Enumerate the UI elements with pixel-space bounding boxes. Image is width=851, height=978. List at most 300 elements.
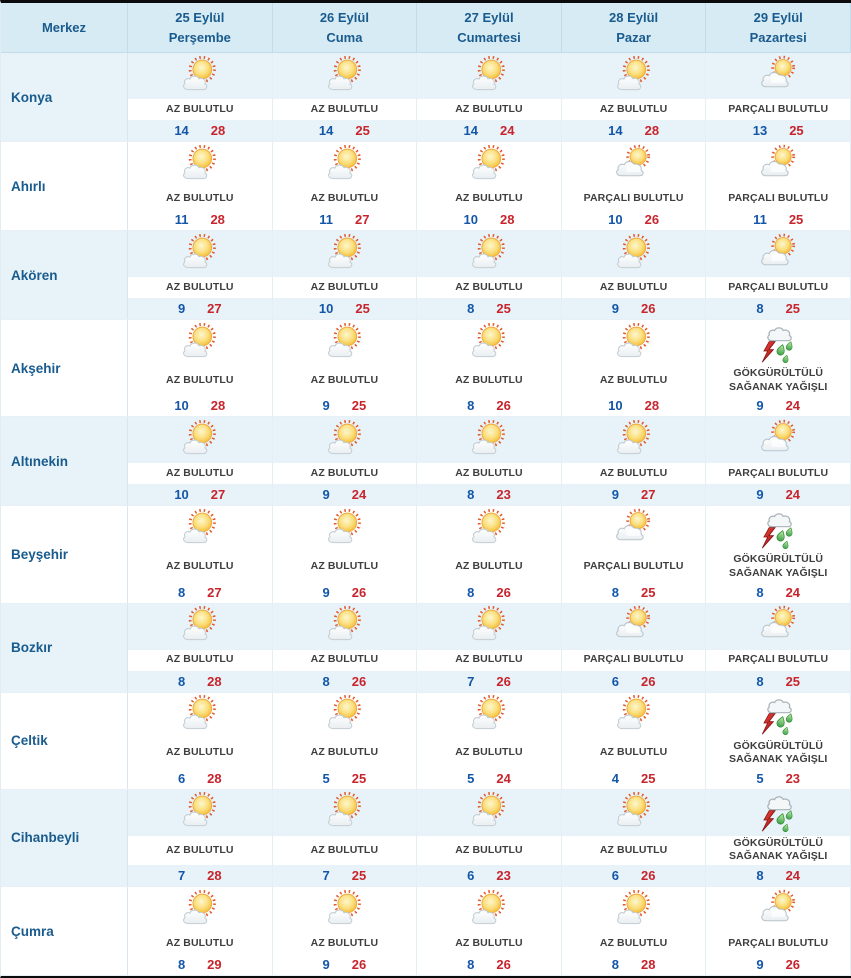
min-temperature: 10 bbox=[463, 212, 478, 227]
header-date: 28 Eylül bbox=[609, 10, 659, 25]
sun-with-small-cloud-icon bbox=[467, 508, 510, 551]
weather-cell-icon bbox=[128, 604, 273, 650]
weather-row bbox=[1, 53, 851, 142]
temperature-cell bbox=[706, 484, 851, 505]
weather-condition-label: AZ BULUTLU bbox=[128, 99, 273, 120]
min-temperature: 8 bbox=[467, 487, 475, 503]
header-weekday: Perşembe bbox=[168, 29, 231, 45]
weather-condition-label: AZ BULUTLU bbox=[273, 366, 418, 395]
weather-cell-icon bbox=[128, 142, 273, 188]
min-temperature: 5 bbox=[467, 770, 475, 786]
sun-with-small-cloud-icon bbox=[323, 233, 366, 276]
weather-cell-icon bbox=[128, 506, 273, 552]
header-weekday: Pazar bbox=[616, 29, 651, 45]
weather-row bbox=[1, 887, 851, 976]
temperature-cell bbox=[273, 954, 418, 975]
weather-condition-label: AZ BULUTLU bbox=[562, 366, 707, 395]
weather-cell-icon bbox=[706, 142, 851, 188]
weather-condition-label: AZ BULUTLU bbox=[128, 933, 273, 954]
min-temperature: 6 bbox=[611, 673, 619, 689]
weather-condition-label: PARÇALI BULUTLU bbox=[706, 99, 851, 120]
header-weekday: Cumartesi bbox=[457, 29, 521, 45]
weather-cell-icon bbox=[562, 53, 707, 99]
min-temperature: 14 bbox=[463, 123, 478, 138]
weather-condition-label: GÖKGÜRÜLTÜLÜ SAĞANAK YAĞIŞLI bbox=[706, 552, 851, 581]
temperature-cell bbox=[562, 484, 707, 505]
weather-condition-label: AZ BULUTLU bbox=[417, 463, 562, 484]
weather-condition-label: AZ BULUTLU bbox=[417, 739, 562, 768]
weather-row bbox=[1, 693, 851, 790]
weather-cell-icon bbox=[273, 53, 418, 99]
temperature-cell bbox=[273, 865, 418, 886]
weather-cell-icon bbox=[273, 417, 418, 463]
column-header-day bbox=[706, 3, 851, 53]
weather-cell-icon bbox=[562, 887, 707, 933]
max-temperature: 25 bbox=[640, 584, 656, 600]
max-temperature: 26 bbox=[640, 673, 656, 689]
sun-with-small-cloud-icon bbox=[612, 791, 655, 834]
thunderstorm-showers-icon bbox=[757, 694, 800, 737]
weather-cell-icon bbox=[706, 417, 851, 463]
temperature-cell bbox=[417, 582, 562, 603]
temperature-cell bbox=[417, 954, 562, 975]
sun-behind-cloud-icon bbox=[757, 419, 800, 462]
max-temperature: 29 bbox=[207, 957, 222, 973]
sun-with-small-cloud-icon bbox=[178, 55, 221, 98]
min-temperature: 8 bbox=[177, 673, 186, 689]
max-temperature: 28 bbox=[644, 398, 660, 414]
city-name: Beyşehir bbox=[1, 506, 128, 602]
weather-cell-icon bbox=[706, 320, 851, 366]
temperature-cell bbox=[562, 865, 707, 886]
weather-cell-icon bbox=[562, 506, 707, 552]
temperature-cell bbox=[562, 209, 707, 230]
min-temperature: 6 bbox=[177, 770, 186, 786]
city-name: Çeltik bbox=[1, 693, 128, 789]
temperature-cell bbox=[417, 671, 562, 692]
thunderstorm-showers-icon bbox=[757, 791, 800, 834]
weather-cell-icon bbox=[417, 231, 562, 277]
weather-cell-icon bbox=[562, 417, 707, 463]
weather-condition-label: AZ BULUTLU bbox=[562, 277, 707, 298]
sun-behind-cloud-icon bbox=[757, 233, 800, 276]
sun-with-small-cloud-icon bbox=[612, 694, 655, 737]
max-temperature: 24 bbox=[785, 868, 801, 884]
max-temperature: 24 bbox=[785, 487, 801, 503]
sun-with-small-cloud-icon bbox=[178, 322, 221, 365]
weather-condition-label: AZ BULUTLU bbox=[417, 836, 562, 865]
max-temperature: 24 bbox=[499, 123, 515, 138]
weather-condition-label: PARÇALI BULUTLU bbox=[562, 188, 707, 209]
sun-with-small-cloud-icon bbox=[178, 605, 221, 648]
sun-behind-cloud-icon bbox=[757, 889, 800, 932]
temperature-cell bbox=[273, 120, 418, 141]
temperature-cell bbox=[562, 954, 707, 975]
city-name: Ahırlı bbox=[1, 142, 128, 230]
weather-condition-label: GÖKGÜRÜLTÜLÜ SAĞANAK YAĞIŞLI bbox=[706, 836, 851, 865]
min-temperature: 11 bbox=[753, 212, 767, 227]
weather-condition-label: AZ BULUTLU bbox=[562, 99, 707, 120]
min-temperature: 9 bbox=[322, 584, 330, 600]
column-header-day bbox=[562, 3, 707, 53]
weather-cell-icon bbox=[417, 142, 562, 188]
max-temperature: 25 bbox=[351, 398, 367, 414]
weather-cell-icon bbox=[128, 53, 273, 99]
min-temperature: 8 bbox=[756, 584, 764, 600]
max-temperature: 26 bbox=[351, 957, 367, 973]
min-temperature: 10 bbox=[174, 398, 189, 414]
sun-with-small-cloud-icon bbox=[178, 508, 221, 551]
temperature-cell bbox=[706, 120, 851, 141]
sun-with-small-cloud-icon bbox=[178, 889, 221, 932]
temperature-cell bbox=[128, 582, 273, 603]
temperature-cell bbox=[706, 582, 851, 603]
min-temperature: 8 bbox=[467, 301, 475, 316]
weather-condition-label: GÖKGÜRÜLTÜLÜ SAĞANAK YAĞIŞLI bbox=[706, 366, 851, 395]
temperature-cell bbox=[128, 395, 273, 416]
sun-with-small-cloud-icon bbox=[612, 419, 655, 462]
weather-condition-label: AZ BULUTLU bbox=[273, 188, 418, 209]
min-temperature: 8 bbox=[467, 957, 475, 973]
sun-with-small-cloud-icon bbox=[323, 144, 366, 187]
min-temperature: 9 bbox=[756, 487, 764, 503]
sun-with-small-cloud-icon bbox=[467, 791, 510, 834]
min-temperature: 5 bbox=[322, 770, 330, 786]
max-temperature: 26 bbox=[644, 212, 660, 227]
sun-with-small-cloud-icon bbox=[323, 889, 366, 932]
sun-with-small-cloud-icon bbox=[467, 419, 510, 462]
min-temperature: 11 bbox=[174, 212, 189, 227]
column-header-merkez: Merkez bbox=[1, 3, 128, 53]
sun-behind-cloud-icon bbox=[612, 605, 655, 648]
min-temperature: 8 bbox=[177, 957, 186, 973]
sun-with-small-cloud-icon bbox=[467, 233, 510, 276]
weather-condition-label: GÖKGÜRÜLTÜLÜ SAĞANAK YAĞIŞLI bbox=[706, 739, 851, 768]
weather-condition-label: AZ BULUTLU bbox=[417, 650, 562, 671]
temperature-cell bbox=[706, 954, 851, 975]
sun-with-small-cloud-icon bbox=[178, 791, 221, 834]
min-temperature: 7 bbox=[177, 868, 186, 884]
sun-with-small-cloud-icon bbox=[323, 322, 366, 365]
weather-cell-icon bbox=[273, 693, 418, 739]
min-temperature: 8 bbox=[467, 398, 475, 414]
header-date: 26 Eylül bbox=[319, 10, 369, 25]
weather-condition-label: AZ BULUTLU bbox=[417, 552, 562, 581]
sun-with-small-cloud-icon bbox=[467, 144, 510, 187]
temperature-cell bbox=[562, 298, 707, 319]
sun-behind-cloud-icon bbox=[757, 144, 800, 187]
sun-behind-cloud-icon bbox=[757, 605, 800, 648]
temperature-cell bbox=[417, 298, 562, 319]
max-temperature: 24 bbox=[351, 487, 367, 503]
weather-cell-icon bbox=[273, 604, 418, 650]
max-temperature: 28 bbox=[207, 868, 222, 884]
min-temperature: 8 bbox=[756, 868, 764, 884]
min-temperature: 7 bbox=[322, 868, 330, 884]
weather-condition-label: AZ BULUTLU bbox=[417, 277, 562, 298]
temperature-cell bbox=[417, 120, 562, 141]
max-temperature: 25 bbox=[355, 123, 370, 138]
temperature-cell bbox=[417, 768, 562, 789]
sun-with-small-cloud-icon bbox=[323, 55, 366, 98]
max-temperature: 25 bbox=[789, 123, 804, 138]
max-temperature: 24 bbox=[785, 398, 801, 414]
weather-condition-label: PARÇALI BULUTLU bbox=[706, 277, 851, 298]
temperature-cell bbox=[128, 768, 273, 789]
temperature-cell bbox=[706, 865, 851, 886]
max-temperature: 28 bbox=[207, 770, 222, 786]
weather-condition-label: AZ BULUTLU bbox=[562, 836, 707, 865]
weather-condition-label: AZ BULUTLU bbox=[273, 650, 418, 671]
max-temperature: 23 bbox=[496, 487, 511, 503]
temperature-cell bbox=[706, 768, 851, 789]
weather-condition-label: AZ BULUTLU bbox=[128, 650, 273, 671]
city-name: Cihanbeyli bbox=[1, 790, 128, 886]
weather-cell-icon bbox=[706, 790, 851, 836]
weather-cell-icon bbox=[417, 693, 562, 739]
max-temperature: 27 bbox=[210, 487, 226, 503]
weather-cell-icon bbox=[417, 417, 562, 463]
max-temperature: 24 bbox=[785, 584, 801, 600]
weather-condition-label: PARÇALI BULUTLU bbox=[706, 933, 851, 954]
temperature-cell bbox=[128, 671, 273, 692]
weather-condition-label: AZ BULUTLU bbox=[128, 463, 273, 484]
sun-with-small-cloud-icon bbox=[178, 694, 221, 737]
weather-cell-icon bbox=[273, 231, 418, 277]
weather-cell-icon bbox=[273, 142, 418, 188]
header-weekday: Cuma bbox=[326, 29, 363, 45]
max-temperature: 26 bbox=[496, 957, 511, 973]
min-temperature: 7 bbox=[467, 673, 475, 689]
weather-condition-label: AZ BULUTLU bbox=[273, 277, 418, 298]
min-temperature: 10 bbox=[318, 301, 334, 316]
temperature-cell bbox=[417, 209, 562, 230]
weather-condition-label: AZ BULUTLU bbox=[417, 366, 562, 395]
weather-cell-icon bbox=[706, 231, 851, 277]
min-temperature: 9 bbox=[322, 487, 330, 503]
temperature-cell bbox=[273, 671, 418, 692]
max-temperature: 25 bbox=[351, 770, 367, 786]
max-temperature: 25 bbox=[785, 301, 801, 316]
weather-condition-label: AZ BULUTLU bbox=[273, 463, 418, 484]
city-name: Bozkır bbox=[1, 604, 128, 692]
city-name: Çumra bbox=[1, 887, 128, 975]
min-temperature: 8 bbox=[756, 301, 764, 316]
city-name: Konya bbox=[1, 53, 128, 141]
max-temperature: 25 bbox=[785, 673, 801, 689]
sun-with-small-cloud-icon bbox=[467, 55, 510, 98]
weather-cell-icon bbox=[417, 887, 562, 933]
city-name: Altınekin bbox=[1, 417, 128, 505]
column-header-day bbox=[273, 3, 418, 53]
max-temperature: 28 bbox=[210, 212, 225, 227]
weather-condition-label: AZ BULUTLU bbox=[273, 99, 418, 120]
weather-cell-icon bbox=[706, 887, 851, 933]
weather-condition-label: AZ BULUTLU bbox=[128, 366, 273, 395]
sun-behind-cloud-icon bbox=[757, 55, 800, 98]
max-temperature: 23 bbox=[496, 868, 511, 884]
weather-cell-icon bbox=[128, 231, 273, 277]
min-temperature: 8 bbox=[467, 584, 475, 600]
table-header-row bbox=[1, 3, 851, 53]
sun-with-small-cloud-icon bbox=[467, 694, 510, 737]
header-date: 27 Eylül bbox=[464, 10, 514, 25]
min-temperature: 8 bbox=[611, 584, 619, 600]
weather-cell-icon bbox=[128, 320, 273, 366]
weather-row bbox=[1, 417, 851, 506]
header-date: 25 Eylül bbox=[175, 10, 225, 25]
weather-cell-icon bbox=[706, 53, 851, 99]
max-temperature: 26 bbox=[351, 584, 367, 600]
weather-cell-icon bbox=[562, 604, 707, 650]
max-temperature: 26 bbox=[640, 868, 656, 884]
max-temperature: 28 bbox=[210, 398, 226, 414]
column-header-day bbox=[128, 3, 273, 53]
temperature-cell bbox=[562, 582, 707, 603]
weather-cell-icon bbox=[562, 231, 707, 277]
min-temperature: 9 bbox=[322, 957, 330, 973]
min-temperature: 9 bbox=[322, 398, 330, 414]
max-temperature: 26 bbox=[640, 301, 656, 316]
weather-condition-label: AZ BULUTLU bbox=[273, 836, 418, 865]
sun-with-small-cloud-icon bbox=[323, 694, 366, 737]
weather-condition-label: AZ BULUTLU bbox=[273, 739, 418, 768]
temperature-cell bbox=[417, 865, 562, 886]
min-temperature: 8 bbox=[756, 673, 764, 689]
sun-with-small-cloud-icon bbox=[467, 889, 510, 932]
weather-row bbox=[1, 604, 851, 693]
weather-row bbox=[1, 231, 851, 320]
weather-cell-icon bbox=[562, 320, 707, 366]
weather-cell-icon bbox=[562, 693, 707, 739]
temperature-cell bbox=[128, 484, 273, 505]
sun-with-small-cloud-icon bbox=[323, 508, 366, 551]
min-temperature: 10 bbox=[174, 487, 189, 503]
max-temperature: 23 bbox=[785, 770, 801, 786]
min-temperature: 9 bbox=[611, 487, 619, 503]
weather-condition-label: AZ BULUTLU bbox=[128, 188, 273, 209]
temperature-cell bbox=[273, 209, 418, 230]
sun-with-small-cloud-icon bbox=[323, 605, 366, 648]
city-name: Akşehir bbox=[1, 320, 128, 416]
weather-cell-icon bbox=[128, 790, 273, 836]
weather-cell-icon bbox=[417, 790, 562, 836]
temperature-cell bbox=[417, 395, 562, 416]
weather-row bbox=[1, 790, 851, 887]
weather-condition-label: AZ BULUTLU bbox=[273, 933, 418, 954]
weather-cell-icon bbox=[273, 506, 418, 552]
max-temperature: 27 bbox=[207, 584, 222, 600]
temperature-cell bbox=[273, 768, 418, 789]
weather-condition-label: PARÇALI BULUTLU bbox=[562, 650, 707, 671]
sun-behind-cloud-icon bbox=[612, 144, 655, 187]
weather-cell-icon bbox=[417, 604, 562, 650]
max-temperature: 24 bbox=[496, 770, 511, 786]
min-temperature: 10 bbox=[608, 398, 623, 414]
sun-with-small-cloud-icon bbox=[178, 144, 221, 187]
max-temperature: 28 bbox=[644, 123, 660, 138]
min-temperature: 8 bbox=[322, 673, 330, 689]
max-temperature: 25 bbox=[496, 301, 511, 316]
weather-row bbox=[1, 320, 851, 417]
weather-condition-label: AZ BULUTLU bbox=[273, 552, 418, 581]
sun-with-small-cloud-icon bbox=[323, 419, 366, 462]
weather-cell-icon bbox=[417, 53, 562, 99]
weather-cell-icon bbox=[128, 887, 273, 933]
thunderstorm-showers-icon bbox=[757, 322, 800, 365]
min-temperature: 4 bbox=[611, 770, 619, 786]
weather-condition-label: AZ BULUTLU bbox=[128, 836, 273, 865]
temperature-cell bbox=[273, 484, 418, 505]
weather-cell-icon bbox=[706, 604, 851, 650]
min-temperature: 9 bbox=[756, 398, 764, 414]
weather-condition-label: AZ BULUTLU bbox=[128, 552, 273, 581]
weather-condition-label: PARÇALI BULUTLU bbox=[562, 552, 707, 581]
temperature-cell bbox=[128, 209, 273, 230]
max-temperature: 25 bbox=[788, 212, 804, 227]
temperature-cell bbox=[562, 395, 707, 416]
min-temperature: 10 bbox=[608, 212, 623, 227]
sun-with-small-cloud-icon bbox=[178, 233, 221, 276]
temperature-cell bbox=[128, 865, 273, 886]
sun-with-small-cloud-icon bbox=[612, 55, 655, 98]
max-temperature: 26 bbox=[496, 398, 511, 414]
weather-condition-label: AZ BULUTLU bbox=[417, 933, 562, 954]
temperature-cell bbox=[128, 298, 273, 319]
weather-cell-icon bbox=[273, 887, 418, 933]
sun-with-small-cloud-icon bbox=[467, 605, 510, 648]
weather-cell-icon bbox=[128, 417, 273, 463]
weather-cell-icon bbox=[562, 790, 707, 836]
temperature-cell bbox=[706, 671, 851, 692]
temperature-cell bbox=[417, 484, 562, 505]
weather-condition-label: AZ BULUTLU bbox=[562, 463, 707, 484]
min-temperature: 13 bbox=[752, 123, 768, 138]
weather-cell-icon bbox=[706, 506, 851, 552]
city-name: Akören bbox=[1, 231, 128, 319]
weather-condition-label: PARÇALI BULUTLU bbox=[706, 188, 851, 209]
temperature-cell bbox=[273, 298, 418, 319]
weather-condition-label: AZ BULUTLU bbox=[128, 277, 273, 298]
temperature-cell bbox=[562, 120, 707, 141]
min-temperature: 9 bbox=[177, 301, 186, 316]
sun-with-small-cloud-icon bbox=[323, 791, 366, 834]
weather-cell-icon bbox=[273, 320, 418, 366]
weather-condition-label: AZ BULUTLU bbox=[128, 739, 273, 768]
weather-row bbox=[1, 142, 851, 231]
temperature-cell bbox=[128, 120, 273, 141]
temperature-cell bbox=[706, 298, 851, 319]
min-temperature: 14 bbox=[174, 123, 189, 138]
temperature-cell bbox=[562, 671, 707, 692]
weather-row bbox=[1, 506, 851, 603]
weather-condition-label: AZ BULUTLU bbox=[417, 188, 562, 209]
temperature-cell bbox=[128, 954, 273, 975]
sun-with-small-cloud-icon bbox=[467, 322, 510, 365]
weather-condition-label: PARÇALI BULUTLU bbox=[706, 463, 851, 484]
max-temperature: 26 bbox=[496, 673, 511, 689]
max-temperature: 28 bbox=[640, 957, 656, 973]
min-temperature: 9 bbox=[611, 301, 619, 316]
max-temperature: 25 bbox=[640, 770, 656, 786]
max-temperature: 26 bbox=[496, 584, 511, 600]
max-temperature: 26 bbox=[351, 673, 367, 689]
thunderstorm-showers-icon bbox=[757, 508, 800, 551]
max-temperature: 28 bbox=[207, 673, 222, 689]
min-temperature: 11 bbox=[319, 212, 334, 227]
max-temperature: 27 bbox=[640, 487, 656, 503]
column-header-day bbox=[417, 3, 562, 53]
